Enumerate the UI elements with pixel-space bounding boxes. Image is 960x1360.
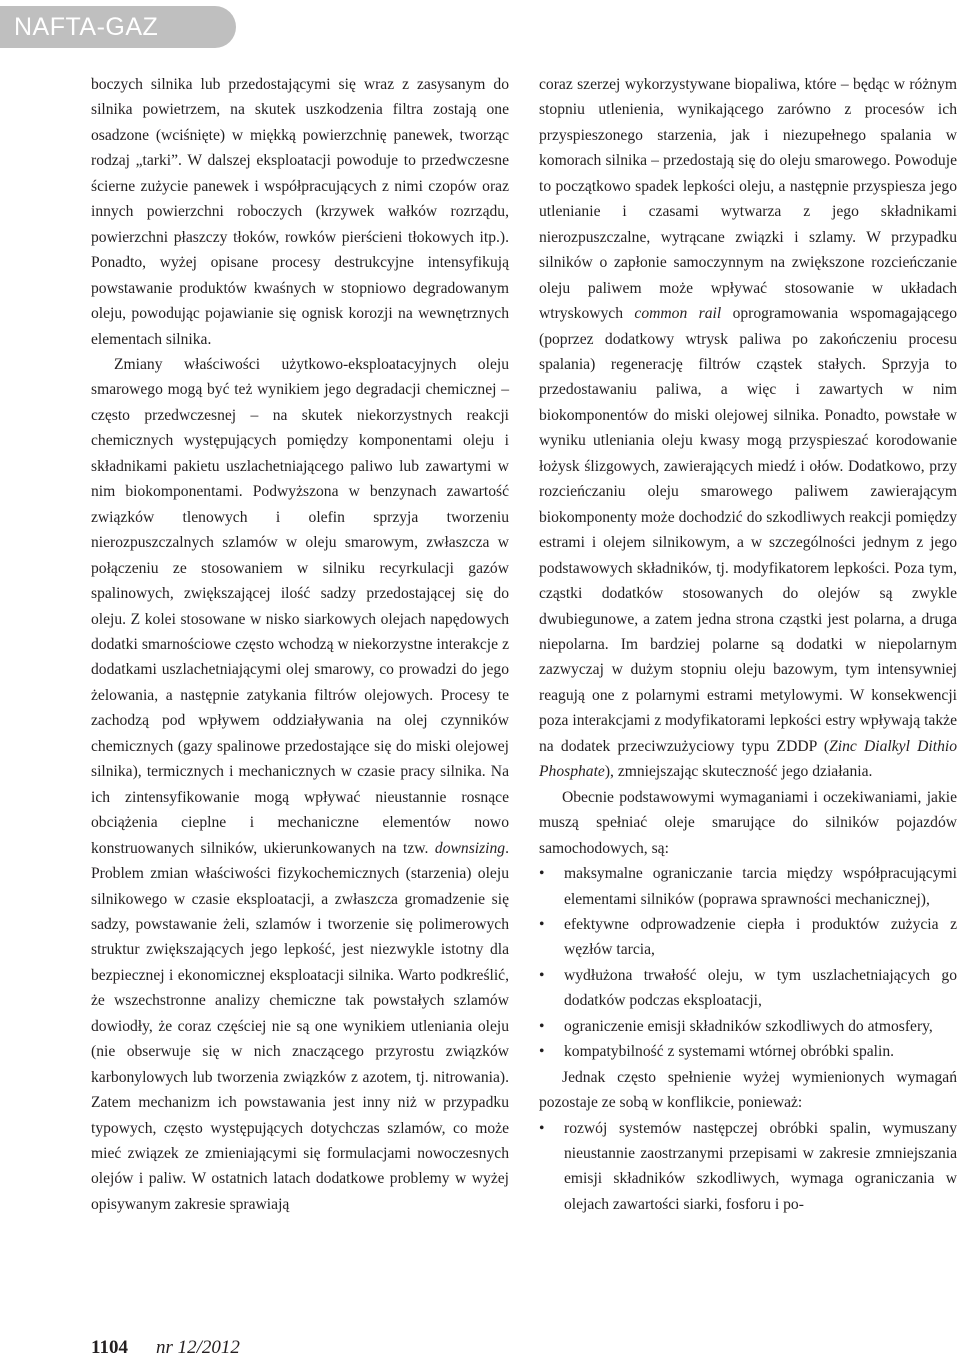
italic-term: common rail <box>634 305 722 323</box>
paragraph: boczych silnika lub przedostającymi się wraz z zasysanym do silnika powietrzem, na skutek uszkodzenia filtra zostają one osadzone (wciśnięte) w miękką powierzchnię panewek, tworząc rodzaj „tarki”. W dalszej eksploatacji powoduje to przedwczesne ścierne zużycie panewek i współpracujących z nimi czopów oraz innych powierzchni roboczych (krzywek wałków rozrządu, powierzchni płaszczy tłoków, rowków pierścieni tłokowych itp.). Ponadto, wyżej opisane procesy destrukcyjne intensyfikują powstawanie produktów kwaśnych w stopniowo degradowanym oleju, powodując pojawianie się ognisk korozji na wewnętrznych elementach silnika. <box>91 76 509 348</box>
text-run: oprogramowania wspomagającego (poprzez dodatkowy wtrysk paliwa po zakończeniu procesu spalania) regenerację filtrów cząstek stałych. Sprzyja to przedostawaniu paliwa, a więc i zawartych w nim biokomponentów do miski olejowej silnika. Ponadto, powstałe w wyniku utleniania oleju kwasy mogą przyspieszać korodowanie łożysk ślizgowych, zawierających miedź i ołów. Dodatkowo, przy rozcieńczaniu oleju smarowego paliwem zawierającym biokomponenty może dochodzić do szkodliwych reakcji pomiędzy estrami i olejem silnikowym, a w szczególności jednym z jego podstawowych składników, tj. modyfikatorem lepkości. Poza tym, cząstki dodatków stosowanych do olejów są zwykle dwubiegunowe, a zatem jedna strona cząstki jest polarna, a druga niepolarna. Im bardziej polarne są dodatki w niepolarnym zazwyczaj w dużym stopniu oleju bazowym, tym intensywniej reagują one z polarnymi estrami metylowymi. W konsekwencji poza interakcjami z modyfikatorami lepkości estry wpływają także na dodatek przeciwzużyciowy typu ZDDP ( <box>539 305 957 755</box>
page-footer <box>91 1336 240 1360</box>
list-item: • wydłużona trwałość oleju, w tym uszlachetniających go dodatków podczas eksploatacji, <box>539 963 957 1014</box>
text-run: ), zmniejszając skuteczność jego działania. <box>604 763 873 781</box>
page-number: 1104 <box>91 1337 128 1358</box>
text-run: . Problem zmian właściwości fizykochemicznych (starzenia) oleju silnikowego w czasie eksploatacji, a zwłaszcza gromadzenie się sadzy, powstawanie żeli, szlamów i tworzenie się polimerowych struktur zwiększających jego lepkość, jest niezwykle istotny dla bezpiecznej i ekonomicznej eksploatacji silnika. Warto podkreślić, że wszechstronne analizy chemiczne tak powstałych szlamów dowiodły, że coraz częściej nie są one wynikiem utleniania oleju (nie obserwuje się w nich znaczącego przyrostu związków karbonylowych lub tworzenia związków z azotem, tj. nitrowania). Zatem mechanizm ich powstawania jest inny niż w przypadku typowych, często występujących dotychczas szlamów, co może mieć związek ze zmieniającymi się formulacjami nowoczesnych olejów i paliw. W ostatnich latach dodatkowe problemy w wyżej opisywanym zakresie sprawiają <box>91 839 509 1213</box>
italic-term: downsizing <box>434 839 506 857</box>
list-item: • ograniczenie emisji składników szkodliwych do atmosfery, <box>539 1014 957 1039</box>
paragraph: Jednak często spełnienie wyżej wymienionych wymagań pozostaje ze sobą w konflikcie, ponieważ: <box>539 1068 957 1112</box>
list-item: • efektywne odprowadzenie ciepła i produktów zużycia z węzłów tarcia, <box>539 912 957 963</box>
right-column <box>539 72 957 1217</box>
text-run: Zmiany właściwości użytkowo-eksploatacyjnych oleju smarowego mogą być też wynikiem jego degradacji chemicznej – często przedwczesnej – na skutek niekorzystnych reakcji chemicznych występujących pomiędzy komponentami oleju i składnikami pakietu uszlachetniającego paliwo lub zawartymi w nim biokomponentami. Podwyższona w benzynach zawartość związków tlenowych i olefin sprzyja tworzeniu nierozpuszczalnych szlamów w oleju smarowym, zwłaszcza w połączeniu ze stosowaniem w silniku recyrkulacji gazów spalinowych, zwiększającej ilość sadzy przedostającej się do oleju. Z kolei stosowane w nisko siarkowych olejach napędowych dodatki smarnościowe często wchodzą w niekorzystne interakcje z dodatkami uszlachetniającymi olej smarowy, co prowadzi do jego żelowania, a następnie zatykania filtrów olejowych. Procesy te zachodzą pod wpływem oddziaływania na olej czynników chemicznych (gazy spalinowe przedostające się do miski olejowej silnika), termicznych i mechanicznych w czasie pracy silnika. Na ich zintensyfikowanie mogą wpływać nieustannie rosnące obciążenia cieplne i mechaniczne elementów nowo konstruowanych silników, ukierunkowanych na tzw. <box>91 355 509 857</box>
conflicts-list <box>539 1116 957 1218</box>
paragraph <box>91 352 509 1217</box>
list-item: • kompatybilność z systemami wtórnej obróbki spalin. <box>539 1039 957 1064</box>
italic-term: Zinc Dialkyl Dithio Phosphate <box>539 737 957 781</box>
paragraph <box>539 72 957 785</box>
list-item: • maksymalne ograniczanie tarcia między współpracującymi elementami silników (poprawa sprawności mechanicznej), <box>539 861 957 912</box>
list-item: • rozwój systemów następczej obróbki spalin, wymuszany nieustannie zaostrzanymi przepisami w zakresie zmniejszania emisji składników szkodliwych, wymaga ograniczania w olejach zawartości siarki, fosforu i po- <box>539 1116 957 1218</box>
journal-name: NAFTA-GAZ <box>14 13 159 41</box>
text-run: coraz szerzej wykorzystywane biopaliwa, które – będąc w różnym stopniu utlenienia, wynikającego zarówno z procesów ich przyspieszonego starzenia, jak i niezupełnego spalania w komorach silnika – przedostają się do oleju smarowego. Powoduje to początkowo spadek lepkości oleju, a następnie przyspiesza jego utlenianie i czasami wytwarza z jego składnikami nierozpuszczalne, wytrącane związki i szlamy. W przypadku silników o zapłonie samoczynnym na zwiększone rozcieńczanie oleju paliwem może wpływać stosowanie w układach wtryskowych <box>539 76 957 323</box>
journal-header-tab <box>0 6 236 48</box>
paragraph: Obecnie podstawowymi wymaganiami i oczekiwaniami, jakie muszą spełniać oleje smarujące do silników pojazdów samochodowych, są: <box>539 788 957 857</box>
left-column <box>91 72 509 1217</box>
requirements-list <box>539 861 957 1065</box>
issue-label: nr 12/2012 <box>155 1337 240 1358</box>
